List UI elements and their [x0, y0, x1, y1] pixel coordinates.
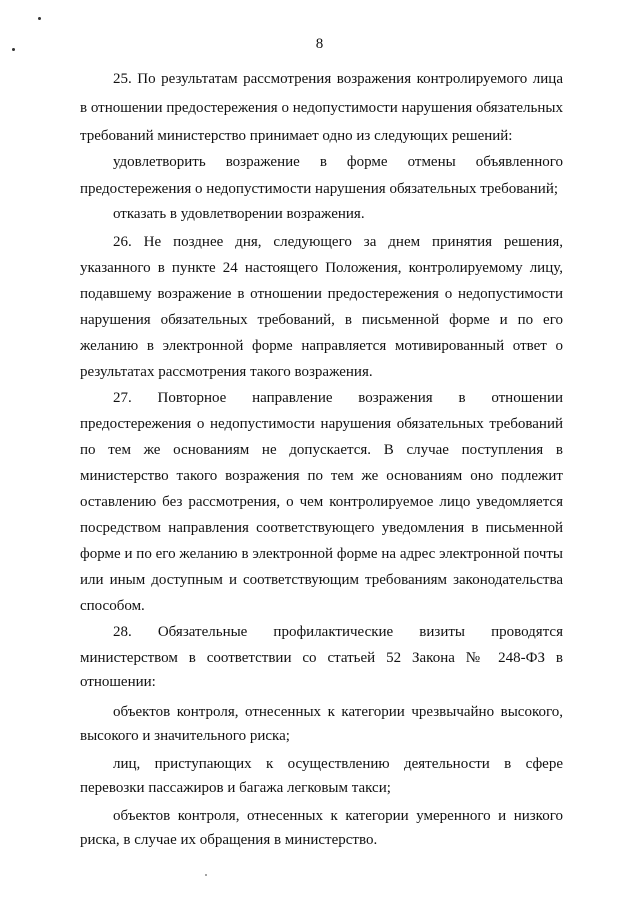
paragraph-28-line-2: министерством в соответствии со статьей 52 Закона № 248-ФЗ в: [80, 650, 563, 666]
paragraph-27-line-5: оставлению без рассмотрения, о чем контролируемое лицо уведомляется: [80, 494, 563, 510]
paragraph-27-line-3: по тем же основаниям не допускается. В случае поступления в: [80, 442, 563, 458]
visit-category-1-line-2: высокого и значительного риска;: [80, 728, 290, 744]
paragraph-27-line-6: посредством направления соответствующего уведомления в письменной: [80, 520, 563, 536]
paragraph-27-line-7: форме и по его желанию в электронной форме на адрес электронной почты: [80, 546, 563, 562]
paragraph-27-line-1: 27. Повторное направление возражения в отношении: [113, 390, 563, 406]
paragraph-25-line-2: в отношении предостережения о недопустимости нарушения обязательных: [80, 100, 563, 116]
scan-speck: [38, 17, 41, 20]
decision-option-1-line-1: удовлетворить возражение в форме отмены объявленного: [113, 154, 563, 170]
visit-category-2-line-2: перевозки пассажиров и багажа легковым такси;: [80, 780, 391, 796]
paragraph-27-line-2: предостережения о недопустимости нарушения обязательных требований: [80, 416, 563, 432]
paragraph-27-line-8: или иным доступным и соответствующим требованиям законодательства: [80, 572, 563, 588]
scan-speck: [205, 874, 207, 876]
paragraph-26-line-6: результатах рассмотрения такого возражения.: [80, 364, 373, 380]
paragraph-28-line-1: 28. Обязательные профилактические визиты проводятся: [113, 624, 563, 640]
visit-category-1-line-1: объектов контроля, отнесенных к категории чрезвычайно высокого,: [113, 704, 563, 720]
paragraph-25-line-1: 25. По результатам рассмотрения возражения контролируемого лица: [113, 71, 563, 87]
page-number: 8: [315, 36, 324, 52]
decision-option-2: отказать в удовлетворении возражения.: [113, 206, 365, 222]
visit-category-3-line-2: риска, в случае их обращения в министерство.: [80, 832, 378, 848]
visit-category-2-line-1: лиц, приступающих к осуществлению деятельности в сфере: [113, 756, 563, 772]
paragraph-27-line-9: способом.: [80, 598, 145, 614]
paragraph-28-line-3: отношении:: [80, 674, 156, 690]
paragraph-27-line-4: министерство такого возражения по тем же основаниям оно подлежит: [80, 468, 563, 484]
paragraph-26-line-3: подавшему возражение в отношении предостережения о недопустимости: [80, 286, 563, 302]
paragraph-26-line-2: указанного в пункте 24 настоящего Положения, контролируемому лицу,: [80, 260, 563, 276]
paragraph-26-line-4: нарушения обязательных требований, в письменной форме и по его: [80, 312, 563, 328]
paragraph-26-line-1: 26. Не позднее дня, следующего за днем принятия решения,: [113, 234, 563, 250]
scan-speck: [12, 48, 15, 51]
visit-category-3-line-1: объектов контроля, отнесенных к категории умеренного и низкого: [113, 808, 563, 824]
decision-option-1-line-2: предостережения о недопустимости нарушения обязательных требований;: [80, 181, 559, 197]
paragraph-25-line-3: требований министерство принимает одно из следующих решений:: [80, 128, 513, 144]
paragraph-26-line-5: желанию в электронной форме направляется мотивированный ответ о: [80, 338, 563, 354]
